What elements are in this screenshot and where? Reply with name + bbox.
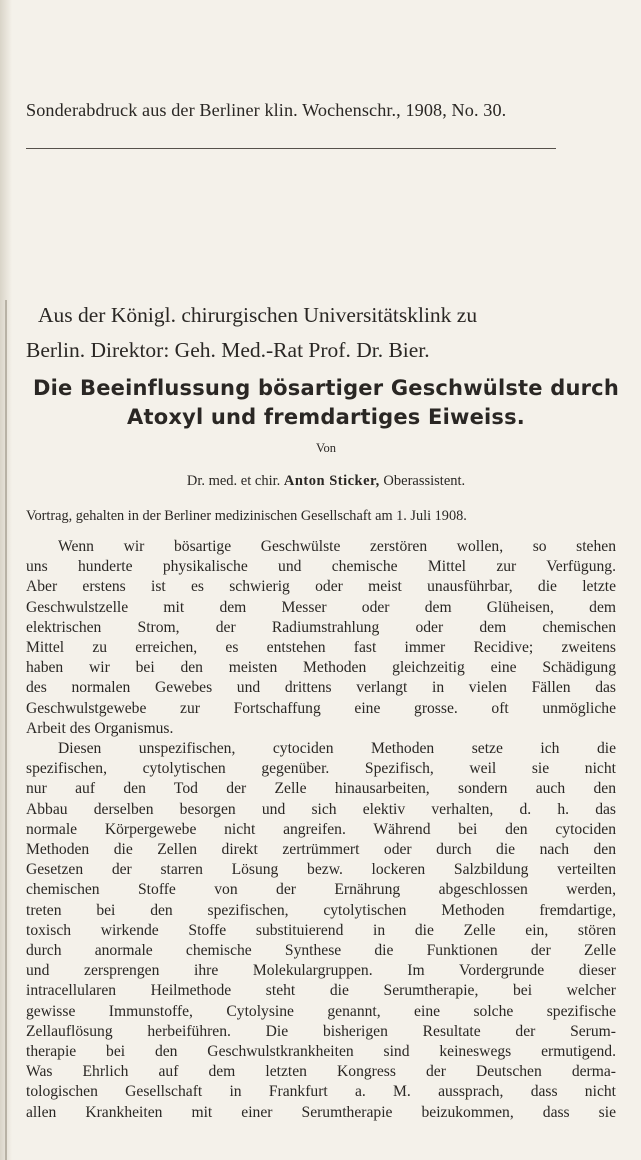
text-line: treten bei den spezifischen, cytolytischen Methoden fremdartige, [26,901,616,919]
text-line: durch anormale chemische Synthese die Funktionen der Zelle [26,942,616,960]
text-line: spezifischen, cytolytischen gegenüber. Spezifisch, weil sie nicht [26,760,616,778]
text-line: Methoden die Zellen direkt zertrümmert oder durch die nach den [26,841,616,859]
text-line: allen Krankheiten mit einer Serumtherapie beizukommen, dass sie [26,1103,616,1121]
text-line: tologischen Gesellschaft in Frankfurt a. M. aussprach, dass nicht [26,1083,616,1101]
text-line: normale Körpergewebe nicht angreifen. Während bei den cytociden [26,820,616,838]
title-line-2: Atoxyl und fremdartiges Eiweiss. [127,405,525,429]
institute-line-1: Aus der Königl. chirurgischen Universitätsklink zu [38,303,478,327]
text-line: intracellularen Heilmethode steht die Serumtherapie, bei welcher [26,982,616,1000]
text-line: Arbeit des Organismus. [26,719,174,737]
paragraph-1 [26,537,616,739]
text-line: chemischen Stoffe von der Ernährung abgeschlossen werden, [26,881,616,899]
body-text [26,537,616,1123]
text-line: Mittel zu erreichen, es entstehen fast immer Recidive; zweitens [26,639,616,657]
text-line: Geschwulstzelle mit dem Messer oder dem Glüheisen, dem [26,598,616,616]
text-line: Zellauflösung herbeiführen. Die bisherigen Resultate der Serum- [26,1022,616,1040]
title-line-1: Die Beeinflussung bösartiger Geschwülste durch [33,376,619,400]
text-line: gewisse Immunstoffe, Cytolysine genannt, eine solche spezifische [26,1002,616,1020]
author-line [26,473,626,490]
text-line: Aber erstens ist es schwierig oder meist unausführbar, die letzte [26,578,616,596]
header-rule [26,148,556,149]
author-prefix: Dr. med. et chir. [186,473,281,489]
text-line: therapie bei den Geschwulstkrankheiten sind keineswegs ermutigend. [26,1043,616,1061]
text-line: Abbau derselben besorgen und sich elektiv verhalten, d. h. das [26,800,616,818]
author-role: Oberassistent. [383,473,466,489]
paragraph-2 [26,739,616,1123]
text-line: Was Ehrlich auf dem letzten Kongress der Deutschen derma- [26,1063,616,1081]
text-line: Wenn wir bösartige Geschwülste zerstören wollen, so stehen [58,538,616,555]
institute-line-2: Berlin. Direktor: Geh. Med.-Rat Prof. Dr. Bier. [26,338,430,362]
text-line: elektrischen Strom, der Radiumstrahlung oder dem chemischen [26,618,616,636]
text-line: haben wir bei den meisten Methoden gleichzeitig eine Schädigung [26,659,616,677]
text-line: uns hunderte physikalische und chemische Mittel zur Verfügung. [26,558,616,576]
text-line: Gesetzen der starren Lösung bezw. lockeren Salzbildung verteilten [26,861,616,879]
text-line: Geschwulstgewebe zur Fortschaffung eine grosse. oft unmögliche [26,699,616,717]
institute-heading [26,298,626,368]
text-line: nur auf den Tod der Zelle hinausarbeiten, sondern auch den [26,780,616,798]
lecture-note: Vortrag, gehalten in der Berliner medizinischen Gesellschaft am 1. Juli 1908. [26,508,467,524]
text-line: und zersprengen ihre Molekulargruppen. Im Vordergrunde dieser [26,962,616,980]
byline-von: Von [316,441,336,455]
text-line: Diesen unspezifischen, cytociden Methoden setze ich die [58,740,616,758]
article-title [26,374,626,432]
author-name: Anton Sticker, [283,473,380,489]
text-line: toxisch wirkende Stoffe substituierend in die Zelle ein, stören [26,921,616,939]
text-line: des normalen Gewebes und drittens verlangt in vielen Fällen das [26,679,616,697]
binding-shadow [5,300,7,1160]
offprint-header: Sonderabdruck aus der Berliner klin. Wochenschr., 1908, No. 30. [26,100,507,120]
